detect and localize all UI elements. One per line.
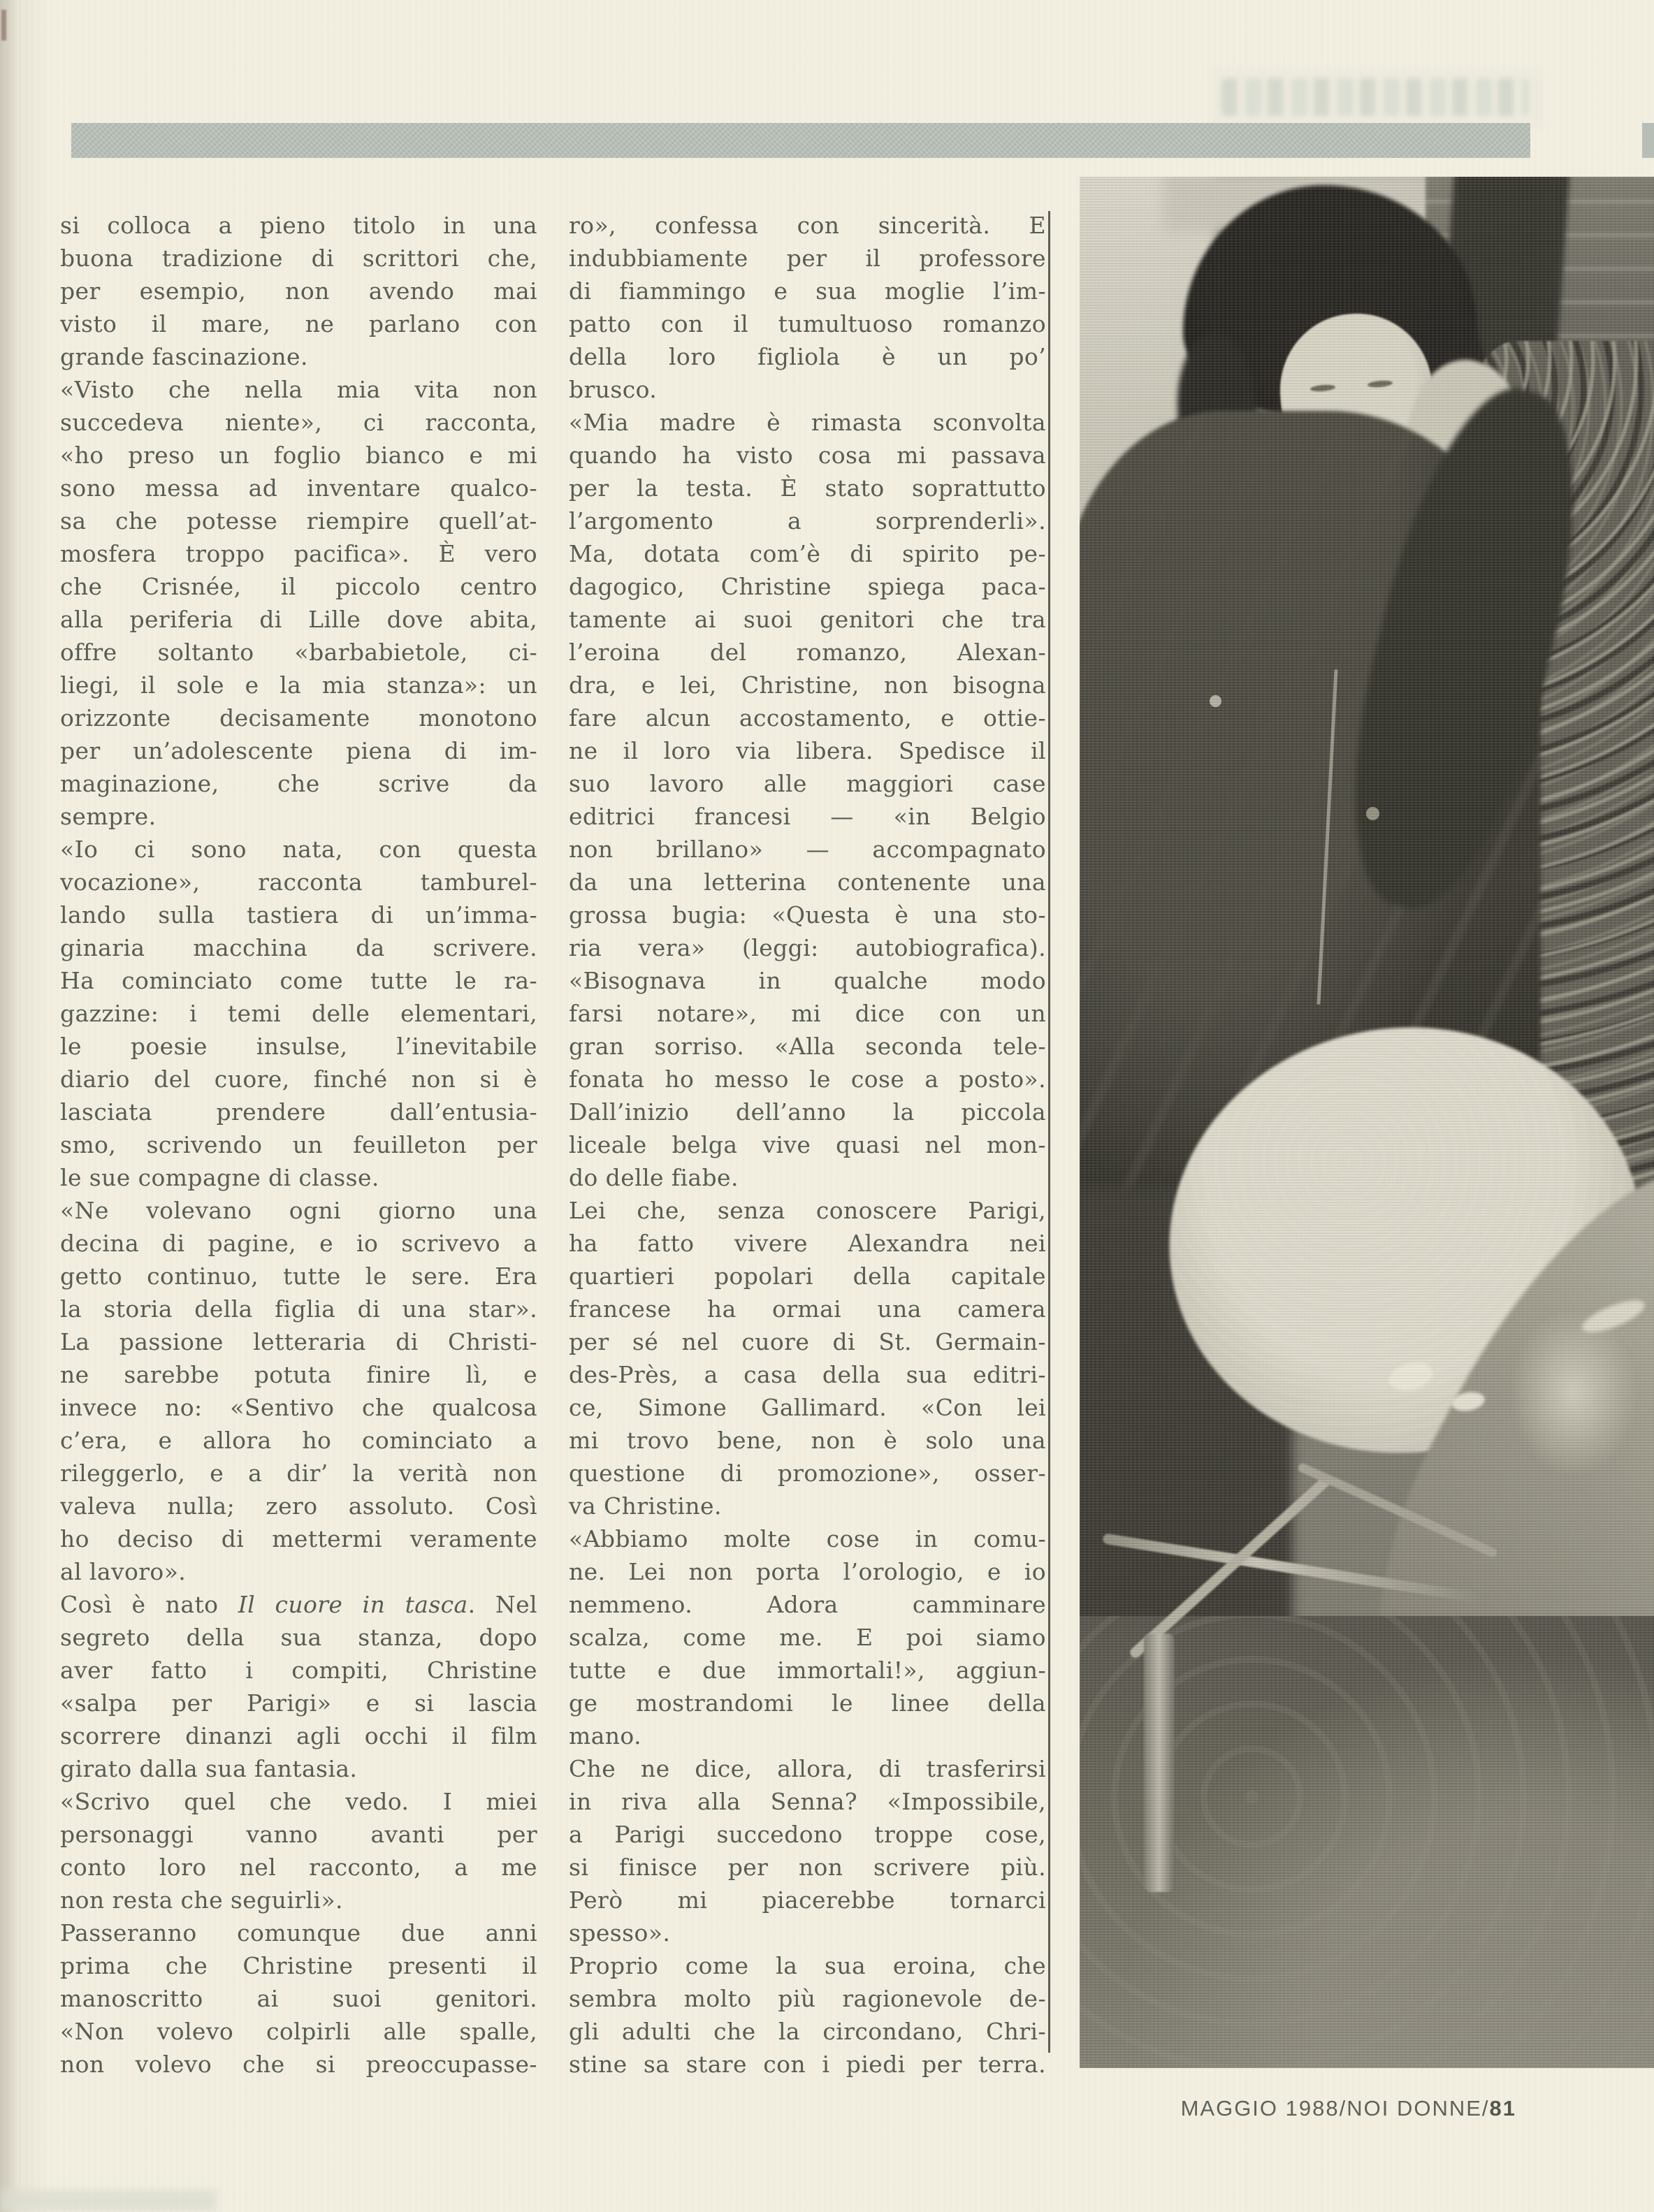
text-line: diario del cuore, finché non si è (60, 1065, 537, 1093)
text-line: non resta che seguirli». (60, 1886, 343, 1914)
text-line: aver fatto i compiti, Christine (60, 1657, 537, 1684)
text-line: sembra molto più ragionevole de- (569, 1985, 1046, 2012)
text-line: «ho preso un foglio bianco e mi (60, 442, 537, 469)
text-line: da una letterina contenente una (569, 868, 1046, 896)
text-line: «Visto che nella mia vita non (60, 376, 537, 403)
text-line: Ma, dotata com’è di spirito pe- (569, 540, 1046, 567)
text-line: della loro figliola è un po’ (569, 343, 1046, 370)
page-footer (1181, 2096, 1516, 2121)
column-photo-divider-rule (1048, 211, 1050, 2053)
photo-halftone-noise (1080, 177, 1654, 2068)
text-line: scorrere dinanzi agli occhi il film (60, 1722, 537, 1749)
text-line: «Ne volevano ogni giorno una (60, 1197, 537, 1224)
text-line: manoscritto ai suoi genitori. (60, 1985, 537, 2012)
text-line: in riva alla Senna? «Impossibile, (569, 1788, 1046, 1815)
text-line: fonata ho messo le cose a posto». (569, 1065, 1046, 1093)
paragraph (60, 209, 537, 373)
text-line: lando sulla tastiera di un’imma- (60, 901, 537, 929)
text-line: alla periferia di Lille dove abita, (60, 606, 537, 633)
text-line: c’era, e allora ho cominciato a (60, 1427, 537, 1454)
text-line: Proprio come la sua eroina, che (569, 1952, 1046, 1979)
footer-issue-text: MAGGIO 1988/NOI DONNE/ (1180, 2096, 1490, 2120)
text-line: per un’adolescente piena di im- (60, 737, 537, 764)
text-line: ce, Simone Gallimard. «Con lei (569, 1394, 1046, 1421)
text-line: liegi, il sole e la mia stanza»: un (60, 671, 537, 699)
text-line: questione di promozione», osser- (569, 1460, 1046, 1487)
text-line: quartieri popolari della capitale (569, 1263, 1046, 1290)
text-line: sono messa ad inventare qualco- (60, 474, 537, 502)
text-line: «Non volevo colpirli alle spalle, (60, 2018, 537, 2045)
show-through-text-smudge (1221, 78, 1529, 116)
text-line: francese ha ormai una camera (569, 1295, 1046, 1323)
paragraph (569, 209, 1046, 406)
text-line: sa che potesse riempire quell’at- (60, 507, 537, 534)
text-line: personaggi vanno avanti per (60, 1821, 537, 1848)
text-line: girato dalla sua fantasia. (60, 1755, 358, 1782)
text-line: farsi notare», mi dice con un (569, 1000, 1046, 1027)
text-line: smo, scrivendo un feuilleton per (60, 1131, 537, 1158)
text-line: di fiammingo e sua moglie l’im- (569, 277, 1046, 305)
text-line: non volevo che si preoccupasse- (60, 2051, 537, 2078)
text-line: Dall’inizio dell’anno la piccola (569, 1098, 1046, 1126)
photo-christine (1080, 177, 1654, 2068)
paragraph (60, 373, 537, 833)
paragraph (569, 406, 1046, 964)
text-line: brusco. (569, 376, 658, 403)
text-line: va Christine. (569, 1492, 722, 1520)
text-line: tamente ai suoi genitori che tra (569, 606, 1046, 633)
text-line: gazzine: i temi delle elementari, (60, 1000, 537, 1027)
text-line: ge mostrandomi le linee della (569, 1689, 1046, 1717)
text-line: Lei che, senza conoscere Parigi, (569, 1197, 1046, 1224)
text-line: ne. Lei non porta l’orologio, e io (569, 1558, 1046, 1585)
paragraph (60, 1194, 537, 1588)
show-through-smudge-bottom (0, 2190, 217, 2212)
text-line: mosfera troppo pacifica». È vero (60, 540, 537, 567)
text-line: lasciata prendere dall’entusia- (60, 1098, 537, 1126)
text-line: ho deciso di mettermi veramente (60, 1525, 537, 1552)
paragraph (569, 1522, 1046, 1752)
text-line: Però mi piacerebbe tornarci (569, 1886, 1046, 1914)
text-line: fare alcun accostamento, e ottie- (569, 704, 1046, 732)
article-column-left (60, 209, 537, 2081)
text-line: stine sa stare con i piedi per terra. (569, 2051, 1046, 2078)
text-line: grossa bugia: «Questa è una sto- (569, 901, 1046, 929)
text-line: buona tradizione di scrittori che, (60, 245, 537, 272)
text-line: indubbiamente per il professore (569, 245, 1046, 272)
paragraph (569, 1752, 1046, 1949)
text-line: decina di pagine, e io scrivevo a (60, 1230, 537, 1257)
text-line: spesso». (569, 1919, 671, 1947)
text-line: conto loro nel racconto, a me (60, 1854, 537, 1881)
text-line: do delle fiabe. (569, 1164, 739, 1191)
text-line: patto con il tumultuoso romanzo (569, 310, 1046, 337)
text-line: Che ne dice, allora, di trasferirsi (569, 1755, 1046, 1782)
text-line: per la testa. È stato soprattutto (569, 474, 1046, 502)
paragraph (569, 1949, 1046, 2081)
text-line: dra, e lei, Christine, non bisogna (569, 671, 1046, 699)
text-line: maginazione, che scrive da (60, 770, 537, 797)
text-line: valeva nulla; zero assoluto. Così (60, 1492, 537, 1520)
text-line: nemmeno. Adora camminare (569, 1591, 1046, 1618)
text-line: Passeranno comunque due anni (60, 1919, 537, 1947)
text-line: scalza, come me. E poi siamo (569, 1624, 1046, 1651)
paragraph (569, 964, 1046, 1194)
text-line: per sé nel cuore di St. Germain- (569, 1328, 1046, 1355)
text-line: «Mia madre è rimasta sconvolta (569, 409, 1046, 436)
text-line: orizzonte decisamente monotono (60, 704, 537, 732)
paragraph (60, 1588, 537, 1785)
header-rule-bar-fragment (1642, 123, 1654, 158)
text-line: ro», confessa con sincerità. E (569, 212, 1046, 239)
text-line: Ha cominciato come tutte le ra- (60, 967, 537, 994)
text-line: La passione letteraria di Christi- (60, 1328, 537, 1355)
text-line: des-Près, a casa della sua editri- (569, 1361, 1046, 1388)
text-line: mi trovo bene, non è solo una (569, 1427, 1046, 1454)
text-line: ne il loro via libera. Spedisce il (569, 737, 1046, 764)
text-line: Così è nato Il cuore in tasca. Nel (60, 1591, 537, 1618)
text-line: sempre. (60, 803, 157, 830)
text-line: gran sorriso. «Alla seconda tele- (569, 1033, 1046, 1060)
text-line: vocazione», racconta tamburel- (60, 868, 537, 896)
text-line: non brillano» — accompagnato (569, 836, 1046, 863)
text-line: invece no: «Sentivo che qualcosa (60, 1394, 537, 1421)
text-line: al lavoro». (60, 1558, 187, 1585)
paragraph (569, 1194, 1046, 1522)
text-line: l’eroina del romanzo, Alexan- (569, 639, 1046, 666)
scan-left-edge-shadow (0, 0, 18, 2212)
text-line: dagogico, Christine spiega paca- (569, 573, 1046, 600)
text-line: l’argomento a sorprenderli». (569, 507, 1046, 534)
text-line: grande fascinazione. (60, 343, 308, 370)
text-line: suo lavoro alle maggiori case (569, 770, 1046, 797)
text-line: a Parigi succedono troppe cose, (569, 1821, 1046, 1848)
text-line: che Crisnée, il piccolo centro (60, 573, 537, 600)
text-line: «Scrivo quel che vedo. I miei (60, 1788, 537, 1815)
text-line: liceale belga vive quasi nel mon- (569, 1131, 1046, 1158)
text-line: ginaria macchina da scrivere. (60, 934, 537, 961)
text-line: segreto della sua stanza, dopo (60, 1624, 537, 1651)
footer-page-number: 81 (1489, 2096, 1516, 2120)
text-line: «salpa per Parigi» e si lascia (60, 1689, 537, 1717)
text-line: quando ha visto cosa mi passava (569, 442, 1046, 469)
text-line: si finisce per non scrivere più. (569, 1854, 1046, 1881)
text-line: le sue compagne di classe. (60, 1164, 379, 1191)
text-line: le poesie insulse, l’inevitabile (60, 1033, 537, 1060)
paragraph (60, 1785, 537, 1916)
text-line: la storia della figlia di una star». (60, 1295, 537, 1323)
scan-edge-mark (1, 10, 6, 41)
text-line: ne sarebbe potuta finire lì, e (60, 1361, 537, 1388)
text-line: rileggerlo, e a dir’ la verità non (60, 1460, 537, 1487)
text-line: «Bisognava in qualche modo (569, 967, 1046, 994)
text-line: getto continuo, tutte le sere. Era (60, 1263, 537, 1290)
text-line: tutte e due immortali!», aggiun- (569, 1657, 1046, 1684)
text-line: editrici francesi — «in Belgio (569, 803, 1046, 830)
paragraph (60, 833, 537, 1194)
text-line: si colloca a pieno titolo in una (60, 212, 537, 239)
text-line: prima che Christine presenti il (60, 1952, 537, 1979)
text-line: «Abbiamo molte cose in comu- (569, 1525, 1046, 1552)
text-line: succedeva niente», ci racconta, (60, 409, 537, 436)
text-line: visto il mare, ne parlano con (60, 310, 537, 337)
text-line: ha fatto vivere Alexandra nei (569, 1230, 1046, 1257)
text-line: «Io ci sono nata, con questa (60, 836, 537, 863)
text-line: offre soltanto «barbabietole, ci- (60, 639, 537, 666)
article-column-right (569, 209, 1046, 2081)
header-rule-bar (71, 123, 1530, 158)
text-line: gli adulti che la circondano, Chri- (569, 2018, 1046, 2045)
text-line: ria vera» (leggi: autobiografica). (569, 934, 1046, 961)
text-line: mano. (569, 1722, 641, 1749)
paragraph (60, 1916, 537, 2081)
text-line: per esempio, non avendo mai (60, 277, 537, 305)
